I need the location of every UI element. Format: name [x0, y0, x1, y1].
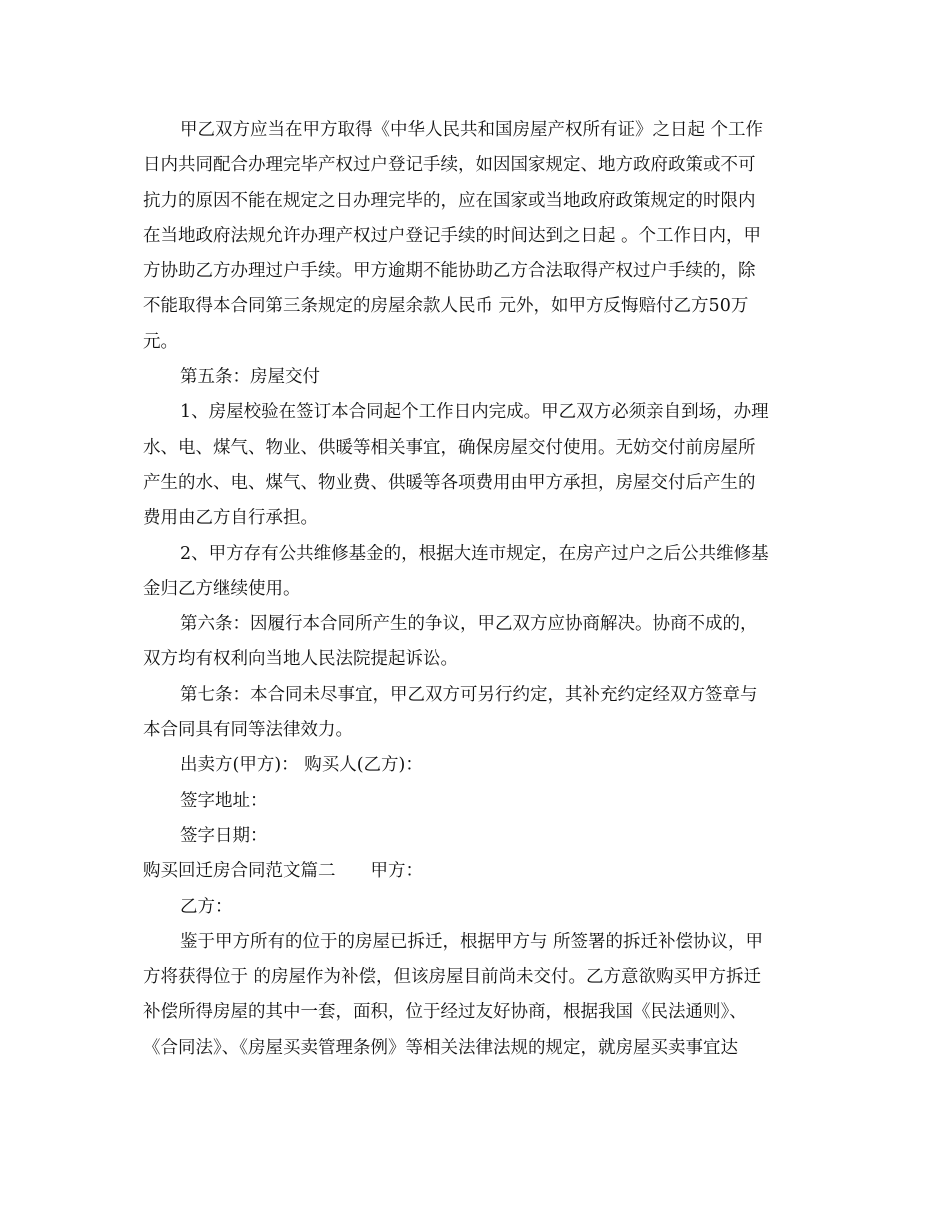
text-line: 1、房屋校验在签订本合同起个工作日内完成。甲乙双方必须亲自到场，办理 [180, 402, 769, 423]
paragraph-article-7 [143, 678, 815, 749]
text-line: 补偿所得房屋的其中一套，面积，位于经过友好协商，根据我国《民法通则》、 [143, 1002, 747, 1023]
text-line: 第六条：因履行本合同所产生的争议，甲乙双方应协商解决。协商不成的， [180, 614, 758, 635]
text-line: 产生的水、电、煤气、物业费、供暖等各项费用由甲方承担，房屋交付后产生的 [143, 472, 756, 493]
text-line: 抗力的原因不能在规定之日办理完毕的，应在国家或当地政府政策规定的时限内 [143, 190, 756, 211]
paragraph-sign-address [143, 784, 815, 819]
paragraph-party-b [143, 890, 815, 925]
paragraph-parties-line [143, 748, 815, 783]
text-line: 第五条：房屋交付 [180, 367, 320, 388]
paragraph-article-5-heading [143, 360, 815, 395]
text-line: 出卖方(甲方)： 购买人(乙方)： [180, 755, 423, 776]
text-line: 签字地址： [180, 790, 268, 811]
text-line: 双方均有权利向当地人民法院提起诉讼。 [143, 649, 458, 670]
text-line: 乙方： [180, 896, 233, 917]
text-line: 费用由乙方自行承担。 [143, 508, 318, 529]
paragraph-article-6 [143, 607, 815, 678]
text-line: 第七条：本合同未尽事宜，甲乙双方可另行约定，其补充约定经双方签章与 [180, 684, 758, 705]
text-line: 日内共同配合办理完毕产权过户登记手续，如因国家规定、地方政府政策或不可 [143, 155, 756, 176]
text-line: 本合同具有同等法律效力。 [143, 720, 353, 741]
text-line: 不能取得本合同第三条规定的房屋余款人民币 元外，如甲方反悔赔付乙方50万 [143, 296, 749, 317]
paragraph-sign-date [143, 819, 815, 854]
text-line: 《合同法》、《房屋买卖管理条例》等相关法律法规的规定，就房屋买卖事宜达 [143, 1037, 738, 1058]
paragraph-section-2-heading [143, 854, 815, 889]
text-line: 方协助乙方办理过户手续。甲方逾期不能协助乙方合法取得产权过户手续的，除 [143, 261, 756, 282]
text-line: 购买回迁房合同范文篇二 甲方： [143, 861, 423, 882]
text-line: 在当地政府法规允许办理产权过户登记手续的时间达到之日起 。个工作日内，甲 [143, 225, 762, 246]
paragraph-preamble [143, 925, 815, 1066]
text-line: 方将获得位于 的房屋作为补偿，但该房屋目前尚未交付。乙方意欲购买甲方拆迁 [143, 967, 762, 988]
text-line: 元。 [143, 331, 178, 352]
document-body [143, 113, 815, 1066]
paragraph-article-5-item-1 [143, 395, 815, 536]
text-line: 签字日期： [180, 825, 268, 846]
text-line: 水、电、煤气、物业、供暖等相关事宜，确保房屋交付使用。无妨交付前房屋所 [143, 437, 756, 458]
paragraph-clause-transfer [143, 113, 815, 360]
paragraph-article-5-item-2 [143, 537, 815, 608]
text-line: 2、甲方存有公共维修基金的，根据大连市规定，在房产过户之后公共维修基 [180, 543, 769, 564]
text-line: 甲乙双方应当在甲方取得《中华人民共和国房屋产权所有证》之日起 个工作 [180, 120, 764, 140]
text-line: 鉴于甲方所有的位于的房屋已拆迁，根据甲方与 所签署的拆迁补偿协议，甲 [180, 931, 764, 952]
text-line: 金归乙方继续使用。 [143, 578, 301, 599]
